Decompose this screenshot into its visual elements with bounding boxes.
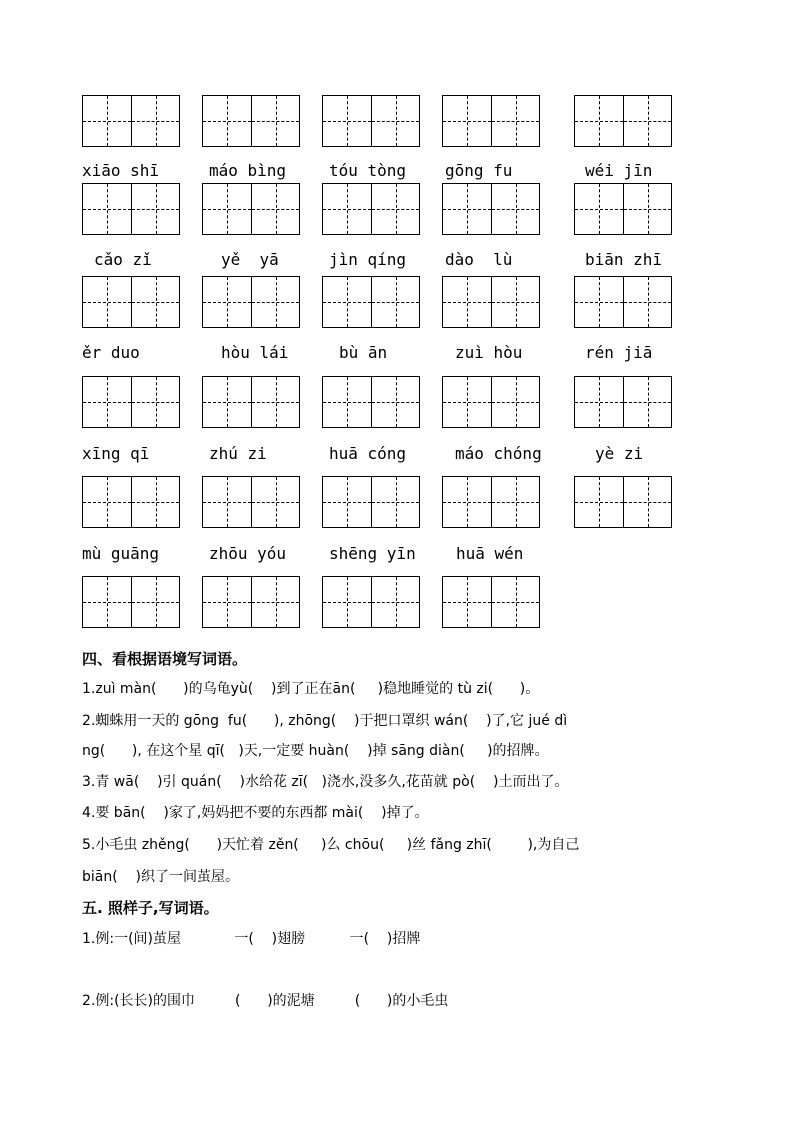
writing-grid — [322, 95, 420, 147]
grid-cell — [323, 377, 371, 427]
section-5-title: 五. 照样子,写词语。 — [82, 899, 219, 917]
grid-cell — [623, 477, 671, 527]
grid-cell — [443, 577, 491, 627]
grid-cell — [623, 96, 671, 146]
writing-grid — [202, 183, 300, 235]
grid-cell — [203, 184, 251, 234]
pinyin-label: zhú zi — [209, 444, 267, 463]
writing-grid — [442, 276, 540, 328]
grid-cell — [83, 477, 131, 527]
writing-grid — [442, 95, 540, 147]
grid-cell — [131, 184, 179, 234]
section-4-title: 四、看根据语境写词语。 — [82, 650, 248, 668]
grid-cell — [371, 184, 419, 234]
pinyin-label: gōng fu — [445, 161, 513, 180]
writing-grid — [442, 576, 540, 628]
writing-grid — [82, 476, 180, 528]
grid-cell — [371, 577, 419, 627]
grid-cell — [371, 96, 419, 146]
grid-cell — [251, 184, 299, 234]
exercise-line: 2.蜘蛛用一天的 gōng fu( ), zhōng( )于把口罩织 wán( )了,它 jué dì — [82, 713, 568, 729]
grid-cell — [491, 577, 539, 627]
grid-cell — [83, 184, 131, 234]
grid-cell — [491, 277, 539, 327]
grid-cell — [131, 277, 179, 327]
pinyin-label: yè zi — [595, 444, 644, 463]
writing-grid — [574, 95, 672, 147]
writing-grid — [442, 183, 540, 235]
writing-grid — [202, 95, 300, 147]
grid-cell — [371, 477, 419, 527]
writing-grid — [82, 95, 180, 147]
grid-cell — [443, 277, 491, 327]
writing-grid — [82, 183, 180, 235]
pinyin-label: huā cóng — [329, 444, 407, 463]
grid-cell — [443, 184, 491, 234]
grid-cell — [575, 377, 623, 427]
pinyin-label: bù ān — [339, 343, 388, 362]
pinyin-label: zuì hòu — [455, 343, 523, 362]
pinyin-label: huā wén — [456, 544, 524, 563]
writing-grid — [82, 276, 180, 328]
grid-cell — [83, 277, 131, 327]
example-line: 2.例:(长长)的围巾 ( )的泥塘 ( )的小毛虫 — [82, 993, 449, 1009]
pinyin-label: xiāo shī — [82, 161, 160, 180]
grid-cell — [443, 477, 491, 527]
writing-grid — [322, 476, 420, 528]
writing-grid — [574, 183, 672, 235]
grid-cell — [491, 477, 539, 527]
pinyin-label: xīng qī — [82, 444, 150, 463]
writing-grid — [574, 476, 672, 528]
grid-cell — [323, 577, 371, 627]
writing-grid — [442, 476, 540, 528]
writing-grid — [202, 276, 300, 328]
exercise-line: 1.zuì màn( )的乌龟yù( )到了正在ān( )稳地睡觉的 tù zi( )。 — [82, 681, 540, 697]
grid-cell — [203, 277, 251, 327]
writing-grid — [442, 376, 540, 428]
grid-cell — [131, 577, 179, 627]
pinyin-label: mù guāng — [82, 544, 160, 563]
writing-grid — [574, 376, 672, 428]
example-line: 1.例:一(间)茧屋 一( )翅膀 一( )招牌 — [82, 931, 421, 947]
pinyin-label: ěr duo — [82, 343, 140, 362]
grid-cell — [251, 577, 299, 627]
pinyin-label: máo chóng — [455, 444, 542, 463]
exercise-line: 5.小毛虫 zhěng( )天忙着 zěn( )么 chōu( )丝 fǎng zhī( ),为自己 — [82, 837, 580, 853]
pinyin-label: shēng yīn — [329, 544, 416, 563]
grid-cell — [575, 96, 623, 146]
pinyin-label: hòu lái — [221, 343, 289, 362]
writing-grid — [322, 276, 420, 328]
pinyin-label: máo bìng — [209, 161, 287, 180]
grid-cell — [131, 377, 179, 427]
grid-cell — [623, 184, 671, 234]
pinyin-label: rén jiā — [585, 343, 653, 362]
grid-cell — [443, 377, 491, 427]
pinyin-label: tóu tòng — [329, 161, 407, 180]
grid-cell — [203, 377, 251, 427]
grid-cell — [83, 96, 131, 146]
grid-cell — [371, 377, 419, 427]
exercise-line: biān( )织了一间茧屋。 — [82, 869, 239, 885]
writing-grid — [82, 576, 180, 628]
grid-cell — [251, 277, 299, 327]
grid-cell — [491, 96, 539, 146]
grid-cell — [323, 184, 371, 234]
pinyin-label: wéi jīn — [585, 161, 653, 180]
pinyin-label: dào lù — [445, 250, 513, 269]
writing-grid — [322, 376, 420, 428]
writing-grid — [322, 183, 420, 235]
writing-grid — [202, 476, 300, 528]
grid-cell — [323, 96, 371, 146]
writing-grid — [82, 376, 180, 428]
pinyin-label: yě yā — [221, 250, 279, 269]
grid-cell — [371, 277, 419, 327]
writing-grid — [202, 376, 300, 428]
grid-cell — [131, 96, 179, 146]
writing-grid — [202, 576, 300, 628]
pinyin-label: zhōu yóu — [209, 544, 287, 563]
grid-cell — [323, 277, 371, 327]
grid-cell — [251, 477, 299, 527]
grid-cell — [575, 184, 623, 234]
grid-cell — [623, 377, 671, 427]
pinyin-label: jìn qíng — [329, 250, 407, 269]
grid-cell — [203, 577, 251, 627]
grid-cell — [443, 96, 491, 146]
exercise-line: 3.青 wā( )引 quán( )水给花 zī( )浇水,没多久,花苗就 pò( )土而出了。 — [82, 774, 569, 790]
grid-cell — [491, 377, 539, 427]
writing-grid — [574, 276, 672, 328]
pinyin-label: biān zhī — [585, 250, 663, 269]
exercise-line: 4.要 bān( )家了,妈妈把不要的东西都 mài( )掉了。 — [82, 805, 429, 821]
grid-cell — [575, 277, 623, 327]
grid-cell — [83, 577, 131, 627]
pinyin-label: cǎo zǐ — [94, 250, 152, 269]
grid-cell — [131, 477, 179, 527]
grid-cell — [251, 96, 299, 146]
grid-cell — [251, 377, 299, 427]
grid-cell — [203, 96, 251, 146]
grid-cell — [623, 277, 671, 327]
exercise-line: ng( ), 在这个星 qī( )天,一定要 huàn( )掉 sāng diàn( )的招牌。 — [82, 743, 549, 759]
grid-cell — [83, 377, 131, 427]
writing-grid — [322, 576, 420, 628]
grid-cell — [491, 184, 539, 234]
grid-cell — [323, 477, 371, 527]
grid-cell — [575, 477, 623, 527]
grid-cell — [203, 477, 251, 527]
